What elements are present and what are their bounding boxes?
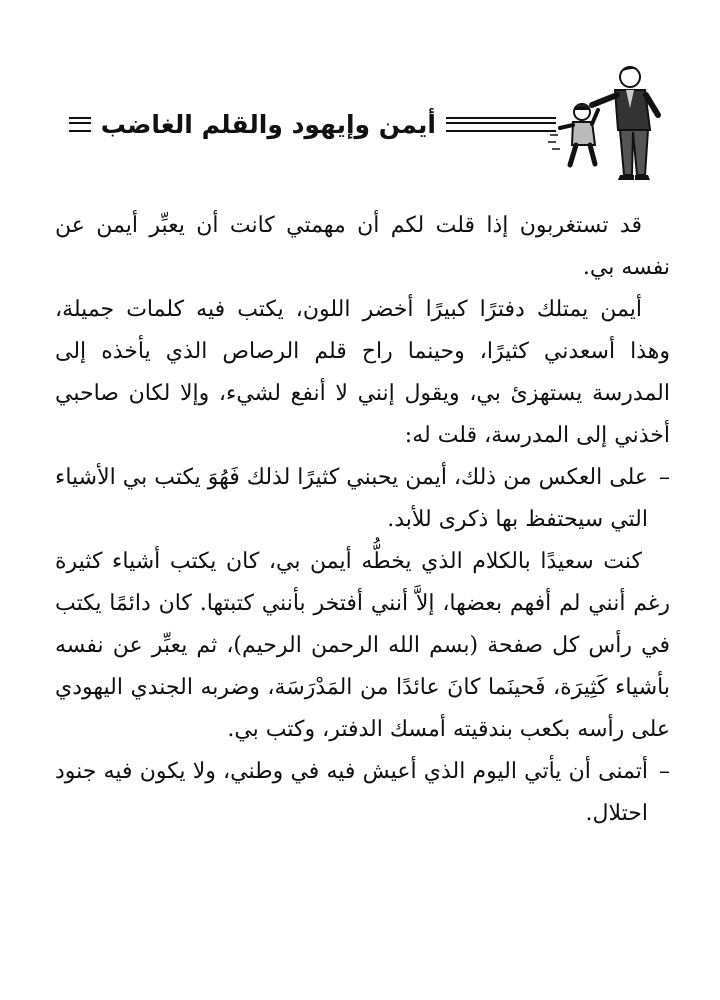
man-and-child-icon	[540, 60, 680, 185]
dialogue-line-1	[55, 457, 670, 541]
paragraph-2: أيمن يمتلك دفترًا كبيرًا أخضر اللون، يكتب فيه كلمات جميلة، وهذا أسعدني كثيرًا، وحينما راح قلم الرصاص الذي يأخذه إلى المدرسة يستهزئ بي، ويقول إنني لا أنفع لشيء، وإلا لكان صاحبي أخذني إلى المدرسة، قلت له:	[55, 297, 670, 448]
paragraph-3: كنت سعيدًا بالكلام الذي يخطُّه أيمن بي، كان يكتب أشياء كثيرة رغم أنني لم أفهم بعضها، إلاَّ أنني أفتخر بأنني كتبتها. كان دائمًا يكتب في رأس كل صفحة (بسم الله الرحمن الرحيم)، ثم يعبِّر عن نفسه بأشياء كَثِيرَة، فَحينَما كانَ عائدًا من المَدْرَسَة، وضربه الجندي اليهودي على رأسه بكعب بندقيته أمسك الدفتر، وكتب بي.	[55, 549, 670, 742]
dialogue-text: أتمنى أن يأتي اليوم الذي أعيش فيه في وطني، ولا يكون فيه جنود احتلال.	[55, 759, 648, 826]
chapter-header	[40, 60, 680, 190]
dialogue-line-2	[55, 751, 670, 835]
dialogue-dash: –	[659, 465, 670, 490]
title-row	[56, 104, 556, 144]
chapter-title: أيمن وإيهود والقلم الغاضب	[100, 109, 436, 139]
title-ornament-rule-left	[69, 117, 91, 132]
dialogue-text: على العكس من ذلك، أيمن يحبني كثيرًا لذلك فَهُوَ يكتب بي الأشياء التي سيحتفظ بها ذكرى للأبد.	[55, 465, 648, 532]
story-text	[55, 205, 670, 835]
paragraph-1: قد تستغربون إذا قلت لكم أن مهمتي كانت أن يعبِّر أيمن عن نفسه بي.	[55, 213, 670, 280]
dialogue-dash: –	[659, 759, 670, 784]
